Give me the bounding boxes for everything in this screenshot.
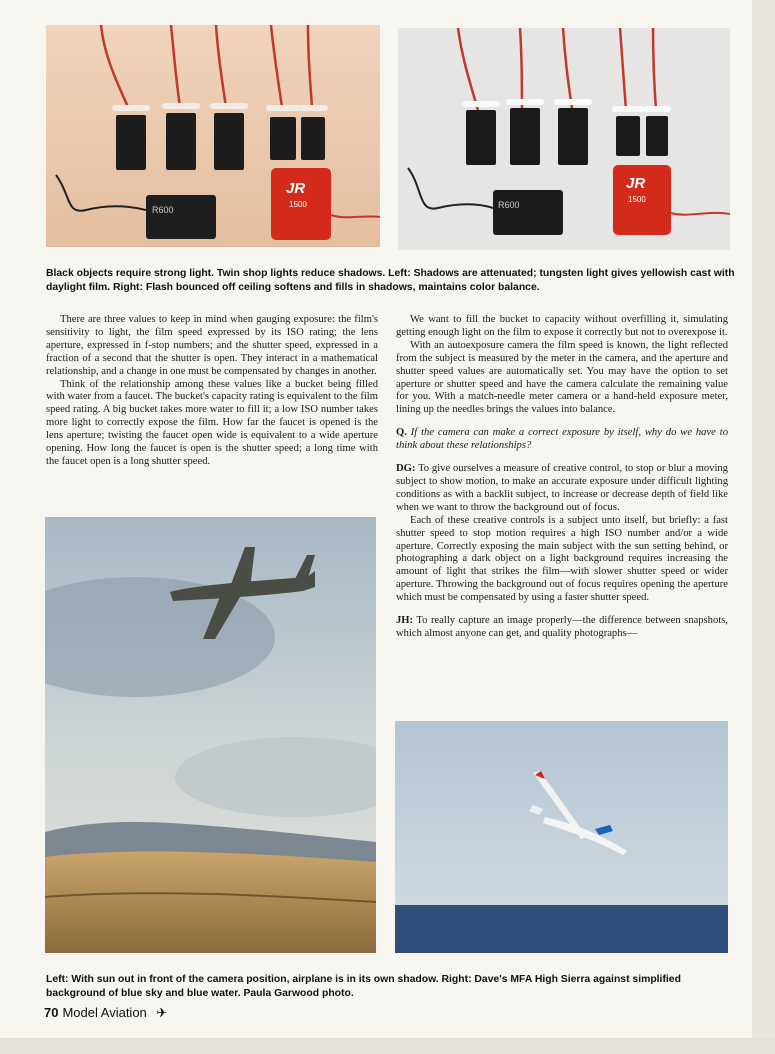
- caption-top: Black objects require strong light. Twin shop lights reduce shadows. Left: Shadows are attenuated; tungsten light gives yellowish cast with daylight film. Right: Flash bounced off ceiling softens and fills in shadows, maintains color balance.: [46, 268, 735, 293]
- receiver-label: R600: [152, 205, 174, 215]
- paragraph: Think of the relationship among these values like a bucket being filled with water from a faucet. The bucket's capacity rating is equivalent to the film speed rating. A big bucket takes more water to fill it; a low ISO number takes more light to correctly expose the film. How far the faucet is opened is the lens aperture; twisting the faucet open wide is equivalent to a wide aperture opening. How long the faucet is open is the shutter speed; a long time with the faucet open is a long shutter speed.: [46, 378, 378, 467]
- speaker-dg: DG:: [396, 463, 416, 475]
- question-label: Q.: [396, 427, 407, 439]
- paragraph: Each of these creative controls is a subject unto itself, but briefly: a fast shutter speed to stop motion requires a high ISO number and/or a wide aperture. Correctly exposing the main subject with the sun setting behind, or photographing a dark object on a light background requires increasing the amount of light that strikes the film—with slower shutter speed or wider aperture. Throwing the background out of focus requires opening the aperture which must be compensated by using a faster shutter speed.: [396, 514, 728, 604]
- answer-dg: [396, 463, 728, 515]
- photo-airplane-shadow: [45, 517, 376, 953]
- answer-jh: [396, 615, 728, 641]
- battery-logo: JR: [626, 175, 646, 192]
- page-footer: [44, 1005, 167, 1021]
- caption-bottom: Left: With sun out in front of the camera position, airplane is in its own shadow. Right: Dave's MFA High Sierra against simplified background of blue sky and blue water. Paula Garwood photo.: [46, 974, 681, 999]
- battery-capacity: 1500: [289, 200, 307, 209]
- photo-servos-tungsten: [46, 25, 380, 247]
- paragraph: We want to fill the bucket to capacity without overfilling it, simulating getting enough light on the film to expose it correctly but not to overexpose it.: [396, 314, 728, 338]
- page-edge-bottom: [0, 1038, 775, 1054]
- photo-servos-flash: [398, 28, 730, 250]
- magazine-title: Model Aviation: [62, 1005, 147, 1020]
- question: [396, 427, 728, 453]
- answer-dg-text: To give ourselves a measure of creative control, to stop or blur a moving subject to show motion, to make an accurate exposure under difficult lighting conditions as with a backlit subject, to increase or decrease depth of field like when we want to throw the background out of focus.: [396, 463, 728, 513]
- paragraph: There are three values to keep in mind when gauging exposure: the film's sensitivity to light, the film speed expressed by its ISO rating; the lens aperture, expressed in f-stop numbers; and the shutter speed, expressed in a fraction of a second that the shutter is open. They interact in a mathematical relationship, and a change in one must be compensated by changes in another.: [46, 314, 378, 377]
- answer-jh-text: To really capture an image properly—the difference between snapshots, which almost anyone can get, and quality photographs—: [396, 615, 728, 639]
- photo-glider: [395, 721, 728, 953]
- airplane-icon: ✈: [156, 1005, 168, 1020]
- paragraph: With an autoexposure camera the film speed is known, the light reflected from the subject is measured by the meter in the camera, and the aperture and shutter speed values are automatically set. You may have the option to set aperture or shutter speed and have the camera calculate the remaining value for you. With a match-needle meter camera or a hand-held exposure meter, lining up the needles brings the values into balance.: [396, 339, 728, 416]
- battery-logo: JR: [286, 180, 306, 197]
- battery-capacity: 1500: [628, 195, 646, 204]
- question-text: If the camera can make a correct exposure by itself, why do we have to think about these relationships?: [396, 427, 728, 452]
- page-edge: [752, 0, 775, 1054]
- receiver-label: R600: [498, 200, 520, 210]
- page-number: 70: [44, 1005, 59, 1020]
- left-column: [46, 314, 378, 469]
- speaker-jh: JH:: [396, 615, 414, 627]
- right-column: [396, 314, 728, 641]
